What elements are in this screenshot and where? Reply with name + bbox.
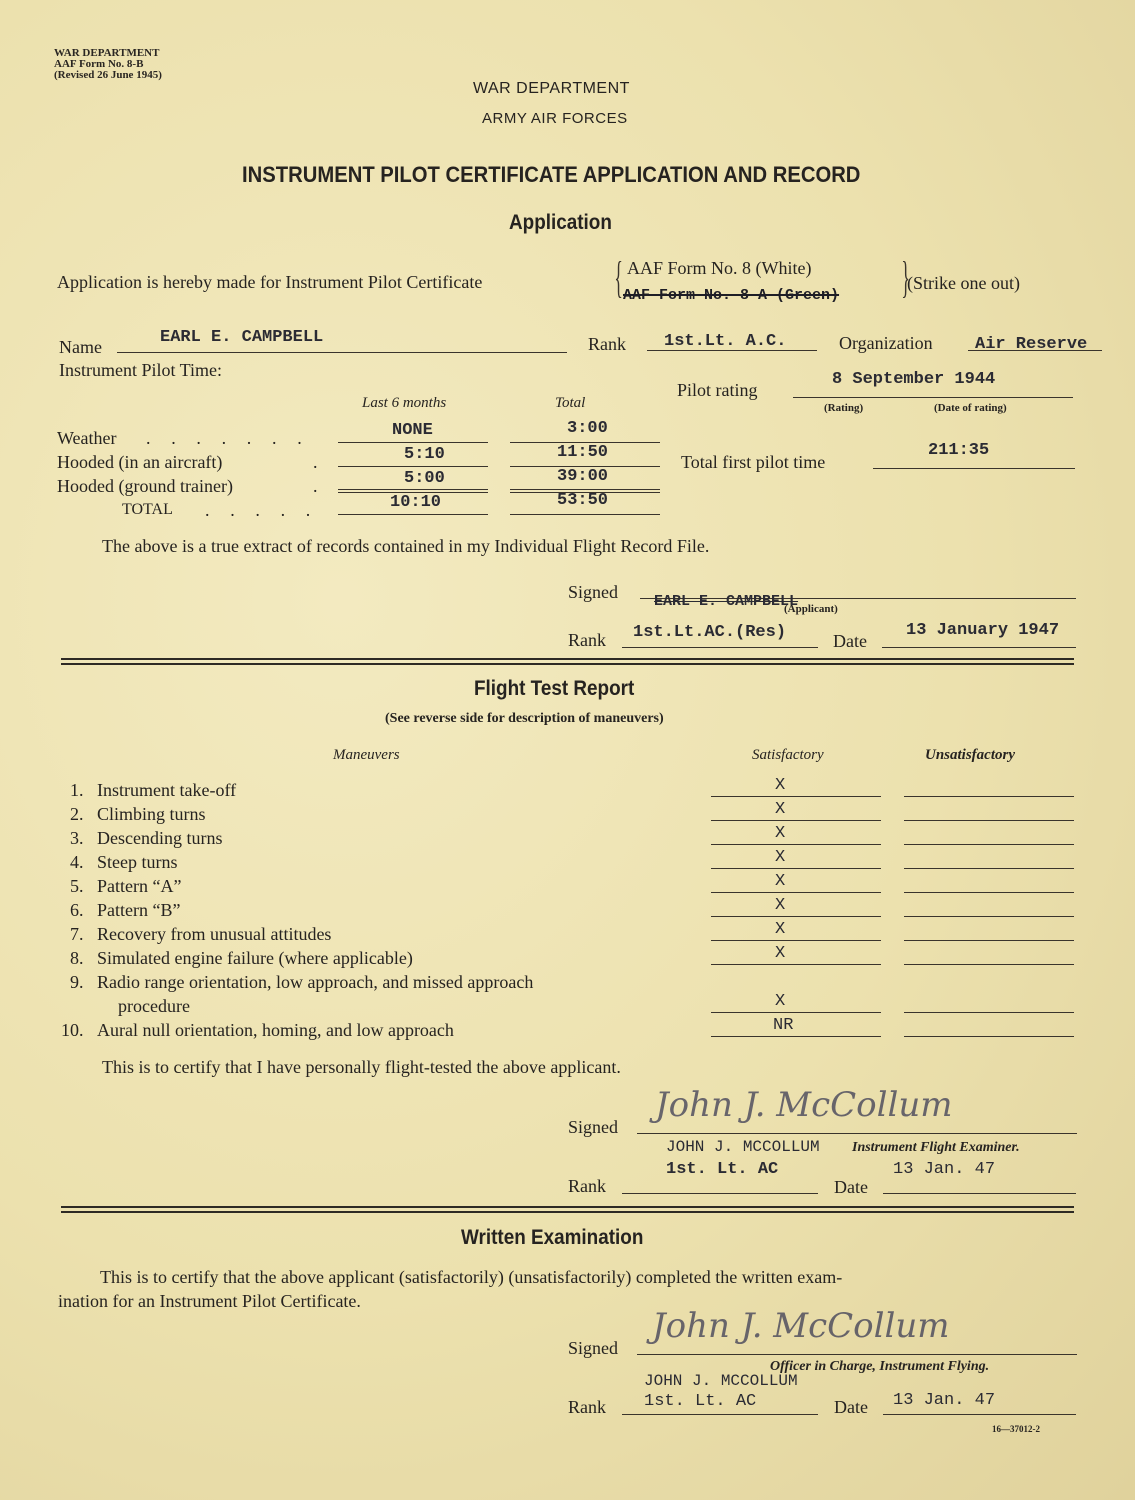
organization-label: Organization xyxy=(839,333,933,353)
officer-signed-underline xyxy=(637,1354,1077,1355)
unsatisfactory-line xyxy=(904,916,1074,917)
row-weather-line1 xyxy=(338,442,488,443)
row-weather-dots: . . . . . . . xyxy=(146,428,310,448)
examiner-typed-name: JOHN J. MCCOLLUM xyxy=(666,1138,820,1156)
unsatisfactory-line xyxy=(904,892,1074,893)
maneuver-number: 9. xyxy=(70,972,84,992)
maneuver-number: 4. xyxy=(70,852,84,872)
officer-date-value: 13 Jan. 47 xyxy=(893,1391,996,1410)
maneuver-label: Recovery from unusual attitudes xyxy=(97,924,332,944)
unsatisfactory-line xyxy=(904,844,1074,845)
officer-caption: Officer in Charge, Instrument Flying. xyxy=(770,1359,990,1374)
applicant-date-underline xyxy=(882,647,1076,648)
unsatisfactory-line xyxy=(904,940,1074,941)
form-option-green-struck: AAF Form No. 8-A (Green) xyxy=(623,287,840,304)
satisfactory-line xyxy=(711,1012,881,1013)
row-total-line1 xyxy=(338,514,488,515)
flight-test-certify: This is to certify that I have personally flight-tested the above applicant. xyxy=(102,1057,621,1077)
maneuver-number: 1. xyxy=(70,780,84,800)
satisfactory-mark: NR xyxy=(773,1016,794,1035)
applicant-date-value: 13 January 1947 xyxy=(906,621,1060,640)
applicant-rank-label: Rank xyxy=(568,630,606,650)
row-hooded-ground-dot: . xyxy=(313,476,318,496)
satisfactory-mark: X xyxy=(775,992,786,1011)
row-hooded-aircraft-label: Hooded (in an aircraft) xyxy=(57,452,223,472)
name-underline xyxy=(117,352,567,353)
satisfactory-line xyxy=(711,844,881,845)
print-code: 16—37012-2 xyxy=(992,1424,1040,1434)
row-total-label: TOTAL xyxy=(122,501,173,518)
form-option-white: AAF Form No. 8 (White) xyxy=(627,258,812,278)
satisfactory-mark: X xyxy=(775,872,786,891)
satisfactory-line xyxy=(711,1036,881,1037)
first-pilot-underline xyxy=(873,468,1075,469)
satisfactory-line xyxy=(711,964,881,965)
maneuver-label: Simulated engine failure (where applicable) xyxy=(97,948,413,968)
row-hooded-ground-label: Hooded (ground trainer) xyxy=(57,476,233,496)
maneuver-label: Steep turns xyxy=(97,852,178,872)
row-total-line2 xyxy=(510,514,660,515)
satisfactory-mark: X xyxy=(775,848,786,867)
row-hooded-ground-line1 xyxy=(338,489,488,490)
instrument-time-label: Instrument Pilot Time: xyxy=(59,360,223,380)
application-heading: Application xyxy=(509,211,612,234)
examiner-rank-label: Rank xyxy=(568,1176,606,1196)
maneuver-number: 2. xyxy=(70,804,84,824)
satisfactory-mark: X xyxy=(775,944,786,963)
applicant-signed-value: EARL E. CAMPBELL xyxy=(654,593,799,610)
written-exam-heading: Written Examination xyxy=(461,1226,644,1249)
row-total-last6: 10:10 xyxy=(390,493,442,512)
applicant-signed-label: Signed xyxy=(568,582,619,602)
rank-value: 1st.Lt. A.C. xyxy=(664,332,787,351)
row-weather-total: 3:00 xyxy=(567,419,608,438)
col-last6-header: Last 6 months xyxy=(362,395,447,411)
row-weather-last6: NONE xyxy=(392,421,433,440)
rating-caption: (Rating) xyxy=(824,402,864,414)
officer-rank-underline xyxy=(622,1414,818,1415)
officer-rank-value: 1st. Lt. AC xyxy=(644,1392,757,1411)
date-rating-caption: (Date of rating) xyxy=(934,402,1007,414)
flight-test-heading: Flight Test Report xyxy=(474,677,635,700)
maneuver-label: Pattern “B” xyxy=(97,900,181,920)
pilot-rating-label: Pilot rating xyxy=(677,380,758,400)
satisfactory-line xyxy=(711,940,881,941)
right-brace: } xyxy=(901,253,910,302)
row-hooded-ground-total: 39:00 xyxy=(557,467,609,486)
maneuver-number: 3. xyxy=(70,828,84,848)
maneuver-number: 6. xyxy=(70,900,84,920)
pilot-rating-value: 8 September 1944 xyxy=(832,370,996,389)
satisfactory-mark: X xyxy=(775,920,786,939)
branch-heading: ARMY AIR FORCES xyxy=(482,110,628,127)
satisfactory-mark: X xyxy=(775,800,786,819)
officer-date-underline xyxy=(883,1414,1076,1415)
organization-value: Air Reserve xyxy=(975,335,1088,354)
unsatisfactory-line xyxy=(904,796,1074,797)
applicant-rank-value: 1st.Lt.AC.(Res) xyxy=(633,623,787,642)
maneuver-label: Pattern “A” xyxy=(97,876,182,896)
dept-heading: WAR DEPARTMENT xyxy=(473,80,630,97)
examiner-date-underline xyxy=(883,1193,1076,1194)
examiner-rank-underline xyxy=(622,1193,818,1194)
maneuver-number: 8. xyxy=(70,948,84,968)
form-title: INSTRUMENT PILOT CERTIFICATE APPLICATION AND RECORD xyxy=(242,162,861,187)
col-satisfactory-header: Satisfactory xyxy=(752,747,824,763)
satisfactory-mark: X xyxy=(775,824,786,843)
examiner-signed-label: Signed xyxy=(568,1117,619,1137)
extract-statement: The above is a true extract of records contained in my Individual Flight Record File. xyxy=(102,536,710,556)
row-hooded-aircraft-total: 11:50 xyxy=(557,443,609,462)
row-total-dots: . . . . . xyxy=(205,500,319,520)
maneuver-label: Descending turns xyxy=(97,828,223,848)
applicant-rank-underline xyxy=(622,647,818,648)
examiner-rank-value: 1st. Lt. AC xyxy=(666,1160,779,1179)
row-hooded-ground-last6: 5:00 xyxy=(404,469,445,488)
form-dept-label: WAR DEPARTMENT xyxy=(54,47,160,59)
section-divider-1 xyxy=(61,658,1074,665)
examiner-caption: Instrument Flight Examiner. xyxy=(852,1140,1020,1155)
unsatisfactory-line xyxy=(904,1012,1074,1013)
unsatisfactory-line xyxy=(904,868,1074,869)
examiner-signature: John J. McCollum xyxy=(655,1085,953,1125)
written-certify-line2: ination for an Instrument Pilot Certificate. xyxy=(58,1291,361,1311)
maneuver-label: Radio range orientation, low approach, and missed approach xyxy=(97,972,534,992)
strike-note: (Strike one out) xyxy=(907,273,1020,293)
rank-label: Rank xyxy=(588,334,626,354)
applicant-date-label: Date xyxy=(833,631,867,651)
first-pilot-value: 211:35 xyxy=(928,441,990,460)
satisfactory-line xyxy=(711,868,881,869)
section-divider-2 xyxy=(61,1206,1074,1213)
name-value: EARL E. CAMPBELL xyxy=(160,328,324,347)
examiner-signed-underline xyxy=(637,1133,1077,1134)
applicant-caption: (Applicant) xyxy=(784,603,838,615)
row-hooded-aircraft-line1 xyxy=(338,466,488,467)
maneuver-label: Aural null orientation, homing, and low approach xyxy=(97,1020,454,1040)
row-total-total: 53:50 xyxy=(557,491,609,510)
row-weather-label: Weather xyxy=(57,428,117,448)
col-maneuvers-header: Maneuvers xyxy=(333,747,400,763)
officer-typed-name: JOHN J. MCCOLLUM xyxy=(644,1372,798,1390)
maneuver-number: 10. xyxy=(61,1020,84,1040)
satisfactory-line xyxy=(711,892,881,893)
maneuver-label: Climbing turns xyxy=(97,804,206,824)
col-total-header: Total xyxy=(555,395,586,411)
officer-rank-label: Rank xyxy=(568,1397,606,1417)
first-pilot-label: Total first pilot time xyxy=(681,452,826,472)
pilot-rating-underline xyxy=(793,397,1073,398)
row-hooded-ground-line2 xyxy=(510,489,660,490)
examiner-date-value: 13 Jan. 47 xyxy=(893,1160,996,1179)
row-hooded-aircraft-last6: 5:10 xyxy=(404,445,445,464)
satisfactory-mark: X xyxy=(775,776,786,795)
officer-signed-label: Signed xyxy=(568,1338,619,1358)
form-number-label: AAF Form No. 8-B xyxy=(54,58,144,70)
satisfactory-mark: X xyxy=(775,896,786,915)
unsatisfactory-line xyxy=(904,820,1074,821)
satisfactory-line xyxy=(711,820,881,821)
maneuver-number: 5. xyxy=(70,876,84,896)
maneuver-label: Instrument take-off xyxy=(97,780,237,800)
application-intro: Application is hereby made for Instrument Pilot Certificate xyxy=(57,272,483,292)
unsatisfactory-line xyxy=(904,1036,1074,1037)
written-certify-line1: This is to certify that the above applicant (satisfactorily) (unsatisfactorily) completed the written exam- xyxy=(100,1267,843,1287)
col-unsatisfactory-header: Unsatisfactory xyxy=(925,747,1015,763)
maneuver-label-continued: procedure xyxy=(118,996,190,1016)
maneuver-number: 7. xyxy=(70,924,84,944)
satisfactory-line xyxy=(711,916,881,917)
unsatisfactory-line xyxy=(904,964,1074,965)
row-hooded-aircraft-dot: . xyxy=(313,452,318,472)
officer-signature: John J. McCollum xyxy=(652,1306,950,1346)
satisfactory-line xyxy=(711,796,881,797)
examiner-date-label: Date xyxy=(834,1177,868,1197)
officer-date-label: Date xyxy=(834,1397,868,1417)
flight-test-subheading: (See reverse side for description of maneuvers) xyxy=(385,711,664,726)
form-revised-label: (Revised 26 June 1945) xyxy=(54,69,162,81)
left-brace: { xyxy=(614,253,623,302)
name-label: Name xyxy=(59,337,102,357)
